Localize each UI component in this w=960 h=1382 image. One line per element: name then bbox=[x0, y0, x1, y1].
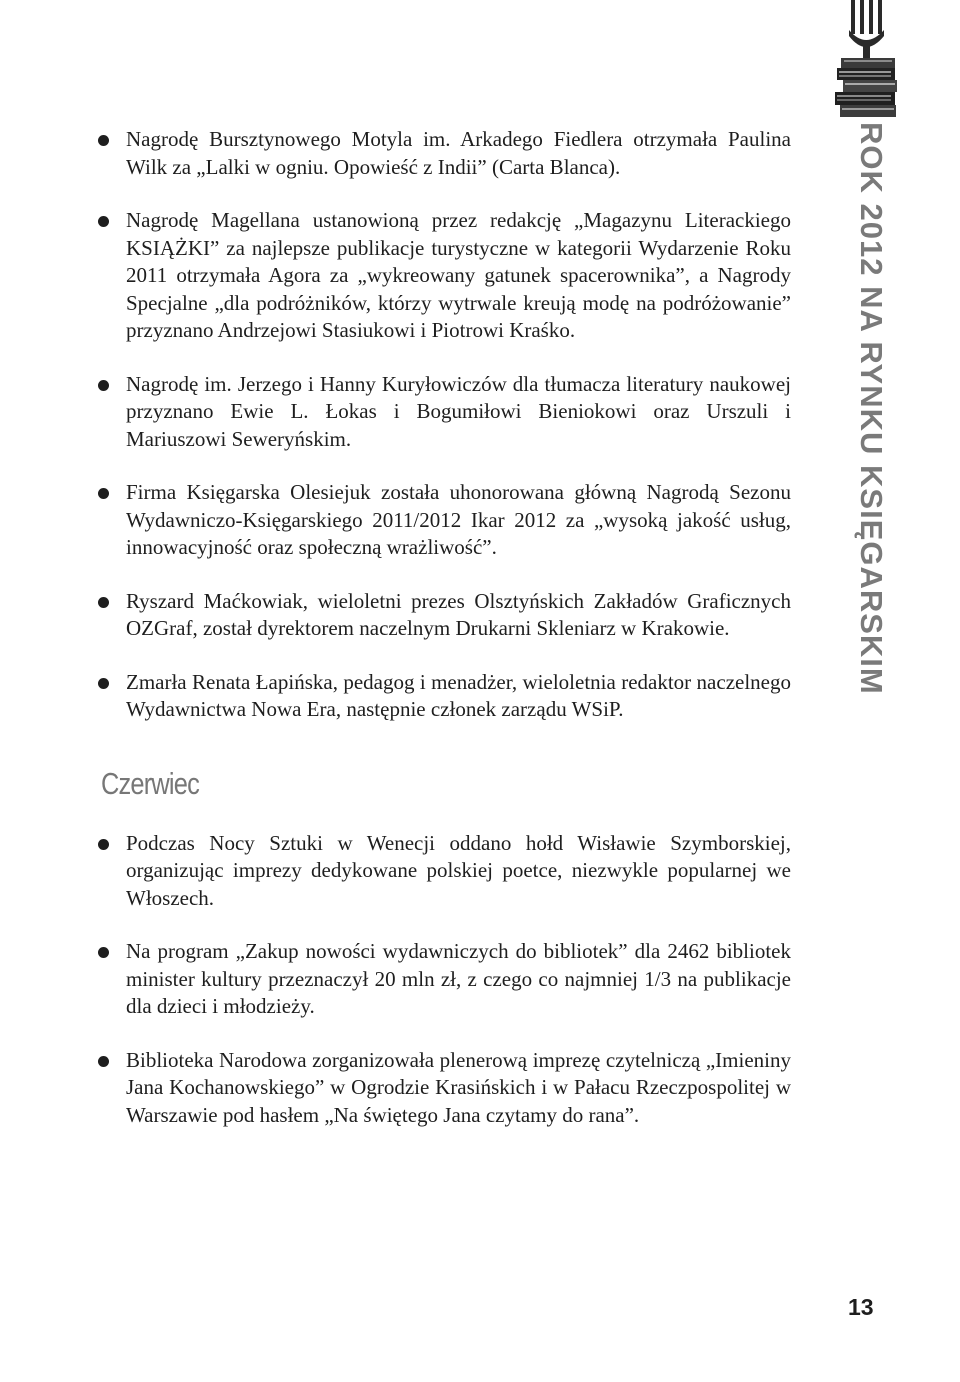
list-item bbox=[95, 1047, 791, 1130]
list-item bbox=[95, 669, 791, 724]
list-item bbox=[95, 588, 791, 643]
list-item-text: Nagrodę Magellana ustanowioną przez redakcję „Magazynu Literackiego KSIĄŻKI” za najlepsze publikacje turystyczne w kategorii Wydarzenie Roku 2011 otrzymała Agora za „wykreowany gatunek spacerownika”, a Nagrody Specjalne „dla podróżników, którzy wytrwale kreują modę na podróżowanie” przyznano Andrzejowi Stasiukowi i Piotrowi Kraśko. bbox=[126, 208, 791, 342]
list-item bbox=[95, 371, 791, 454]
list-item bbox=[95, 479, 791, 562]
list-item-text: Nagrodę Bursztynowego Motyla im. Arkadego Fiedlera otrzymała Paulina Wilk za „Lalki w ogniu. Opowieść z Indii” (Carta Blanca). bbox=[126, 127, 791, 179]
bullet-icon bbox=[98, 380, 109, 391]
list-item-text: Nagrodę im. Jerzego i Hanny Kuryłowiczów dla tłumacza literatury naukowej przyznano Ewie L. Łokas i Bogumiłowi Bieniokowi oraz Urszuli i Mariuszowi Seweryńskim. bbox=[126, 371, 791, 451]
list-item-text: Firma Księgarska Olesiejuk została uhonorowana główną Nagrodą Sezonu Wydawniczo-Księgarskiego 2011/2012 Ikar 2012 za „wysoką jakość usług, innowacyjność oraz społeczną wrażliwość”. bbox=[126, 480, 791, 559]
bullet-icon bbox=[98, 216, 109, 227]
section-heading: Czerwiec bbox=[101, 765, 199, 801]
bullet-icon bbox=[98, 488, 109, 499]
bullet-icon bbox=[98, 947, 109, 958]
list-item bbox=[95, 830, 791, 913]
bullet-icon bbox=[98, 597, 109, 608]
list-item-text: Biblioteka Narodowa zorganizowała plenerową imprezę czytelniczą „Imieniny Jana Kochanowskiego” w Ogrodzie Krasińskich i w Pałacu Rzeczpospolitej w Warszawie pod hasłem „Na świętego Jana czytamy do rana”. bbox=[126, 1047, 791, 1127]
page-content bbox=[95, 126, 791, 1155]
list-item bbox=[95, 207, 791, 345]
page-number: 13 bbox=[848, 1294, 874, 1320]
bullet-icon bbox=[98, 839, 109, 850]
bullet-icon bbox=[98, 135, 109, 146]
side-title bbox=[848, 122, 894, 695]
list-item-text: Na program „Zakup nowości wydawniczych do bibliotek” dla 2462 bibliotek minister kultury przeznaczył 20 mln zł, z czego co najmniej 1/3 na publikacje dla dzieci i młodzieży. bbox=[126, 939, 791, 1018]
bullet-icon bbox=[98, 1056, 109, 1067]
list-item-text: Podczas Nocy Sztuki w Wenecji oddano hołd Wisławie Szymborskiej, organizując imprezy dedykowane polskiej poetce, niezwykle popularnej we Włoszech. bbox=[126, 830, 791, 910]
bullet-list-awards bbox=[95, 126, 791, 724]
fork-on-books-icon bbox=[835, 0, 899, 120]
list-item-text: Ryszard Maćkowiak, wieloletni prezes Olsztyńskich Zakładów Graficznych OZGraf, został dyrektorem naczelnym Drukarni Skleniarz w Krakowie. bbox=[126, 588, 791, 640]
list-item-text: Zmarła Renata Łapińska, pedagog i menadżer, wieloletnia redaktor naczelnego Wydawnictwa Nowa Era, następnie członek zarządu WSiP. bbox=[126, 669, 791, 721]
list-item bbox=[95, 126, 791, 181]
bullet-list-june bbox=[95, 830, 791, 1130]
list-item bbox=[95, 938, 791, 1021]
bullet-icon bbox=[98, 678, 109, 689]
side-title-text: ROK 2012 NA RYNKU KSIĘGARSKIM bbox=[854, 122, 889, 695]
